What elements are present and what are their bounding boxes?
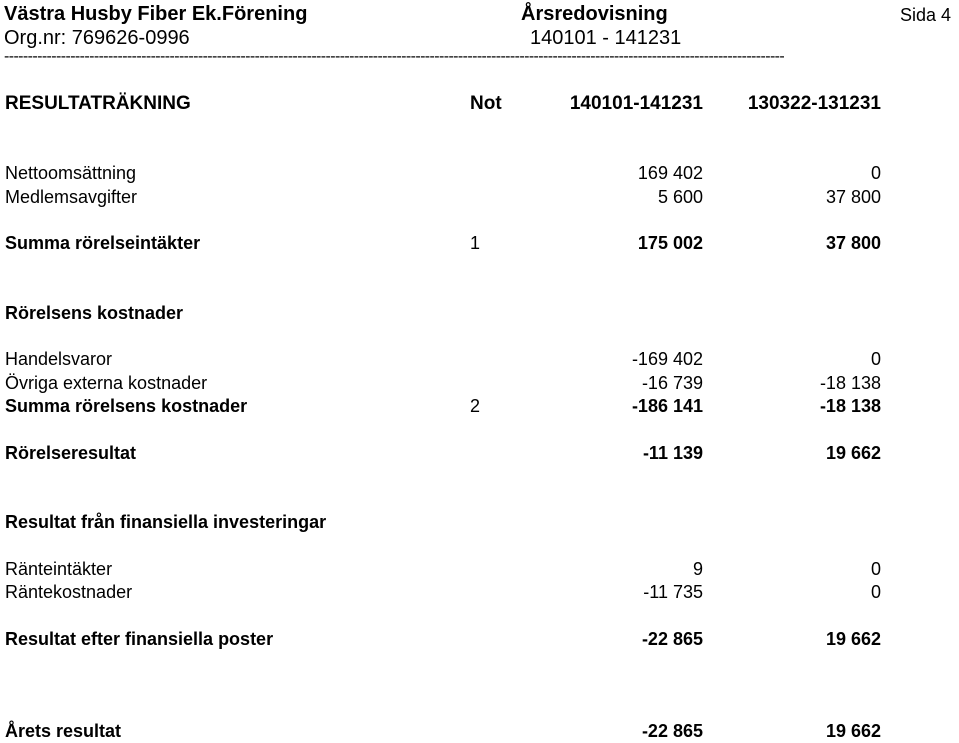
report-period: 140101 - 141231 [530,27,682,49]
row-prior-value: 0 [870,582,881,602]
table-row [0,719,959,743]
org-name: Västra Husby Fiber Ek.Förening [4,3,308,25]
row-label: Räntekostnader [5,582,133,602]
table-row [0,371,959,395]
row-current-value: -186 141 [631,396,703,416]
page-indicator [900,3,951,27]
table-row [0,627,959,651]
row-note: 2 [470,396,481,416]
row-prior-value: 19 662 [825,629,881,649]
table-row [0,580,959,604]
table-row [0,394,959,418]
row-prior-value: 0 [870,349,881,369]
period-column-header: 140101-141231 [569,93,703,114]
row-current-value: -16 739 [641,373,703,393]
document-title: Årsredovisning [521,3,668,25]
row-prior-value: -18 138 [819,373,881,393]
row-note: 1 [470,233,481,253]
row-prior-value: 19 662 [825,721,881,741]
row-label: Övriga externa kostnader [5,373,208,393]
section-heading [0,510,959,534]
row-prior-value: 0 [870,559,881,579]
row-current-value: 175 002 [637,233,703,253]
row-prior-value: -18 138 [819,396,881,416]
row-label: Medlemsavgifter [5,187,138,207]
row-prior-value: 0 [870,163,881,183]
row-label: Resultat från finansiella investeringar [5,512,327,532]
row-current-value: 169 402 [637,163,703,183]
table-row [0,441,959,465]
row-prior-value: 37 800 [825,187,881,207]
header-divider: --------------------------------------------------------------------------------------------------------------------------------------------------------------------- [4,50,785,64]
row-label: Summa rörelseintäkter [5,233,201,253]
row-prior-value: 19 662 [825,443,881,463]
table-row [0,161,959,185]
table-row [0,231,959,255]
row-label: Rörelseresultat [5,443,137,463]
table-row [0,557,959,581]
row-label: Nettoomsättning [5,163,137,183]
row-current-value: 5 600 [657,187,703,207]
row-label: Rörelsens kostnader [5,303,184,323]
row-current-value: -22 865 [641,629,703,649]
row-current-value: 9 [692,559,703,579]
page-prefix: Sida [900,5,937,25]
row-label: Summa rörelsens kostnader [5,396,248,416]
section-heading [0,301,959,325]
table-header-row [0,92,959,116]
row-label: Resultat efter finansiella poster [5,629,274,649]
note-column-header: Not [470,93,502,114]
table-row [0,347,959,371]
prior-period-column-header: 130322-131231 [747,93,881,114]
row-label: Ränteintäkter [5,559,113,579]
row-current-value: -11 735 [643,582,703,602]
row-current-value: -11 139 [642,443,703,463]
row-current-value: -169 402 [631,349,703,369]
org-number: Org.nr: 769626-0996 [4,27,190,49]
row-label: Handelsvaror [5,349,113,369]
table-row [0,185,959,209]
row-prior-value: 37 800 [825,233,881,253]
page-number: 4 [941,5,952,25]
row-current-value: -22 865 [641,721,703,741]
row-label: Årets resultat [5,721,122,741]
statement-title: RESULTATRÄKNING [5,93,191,114]
